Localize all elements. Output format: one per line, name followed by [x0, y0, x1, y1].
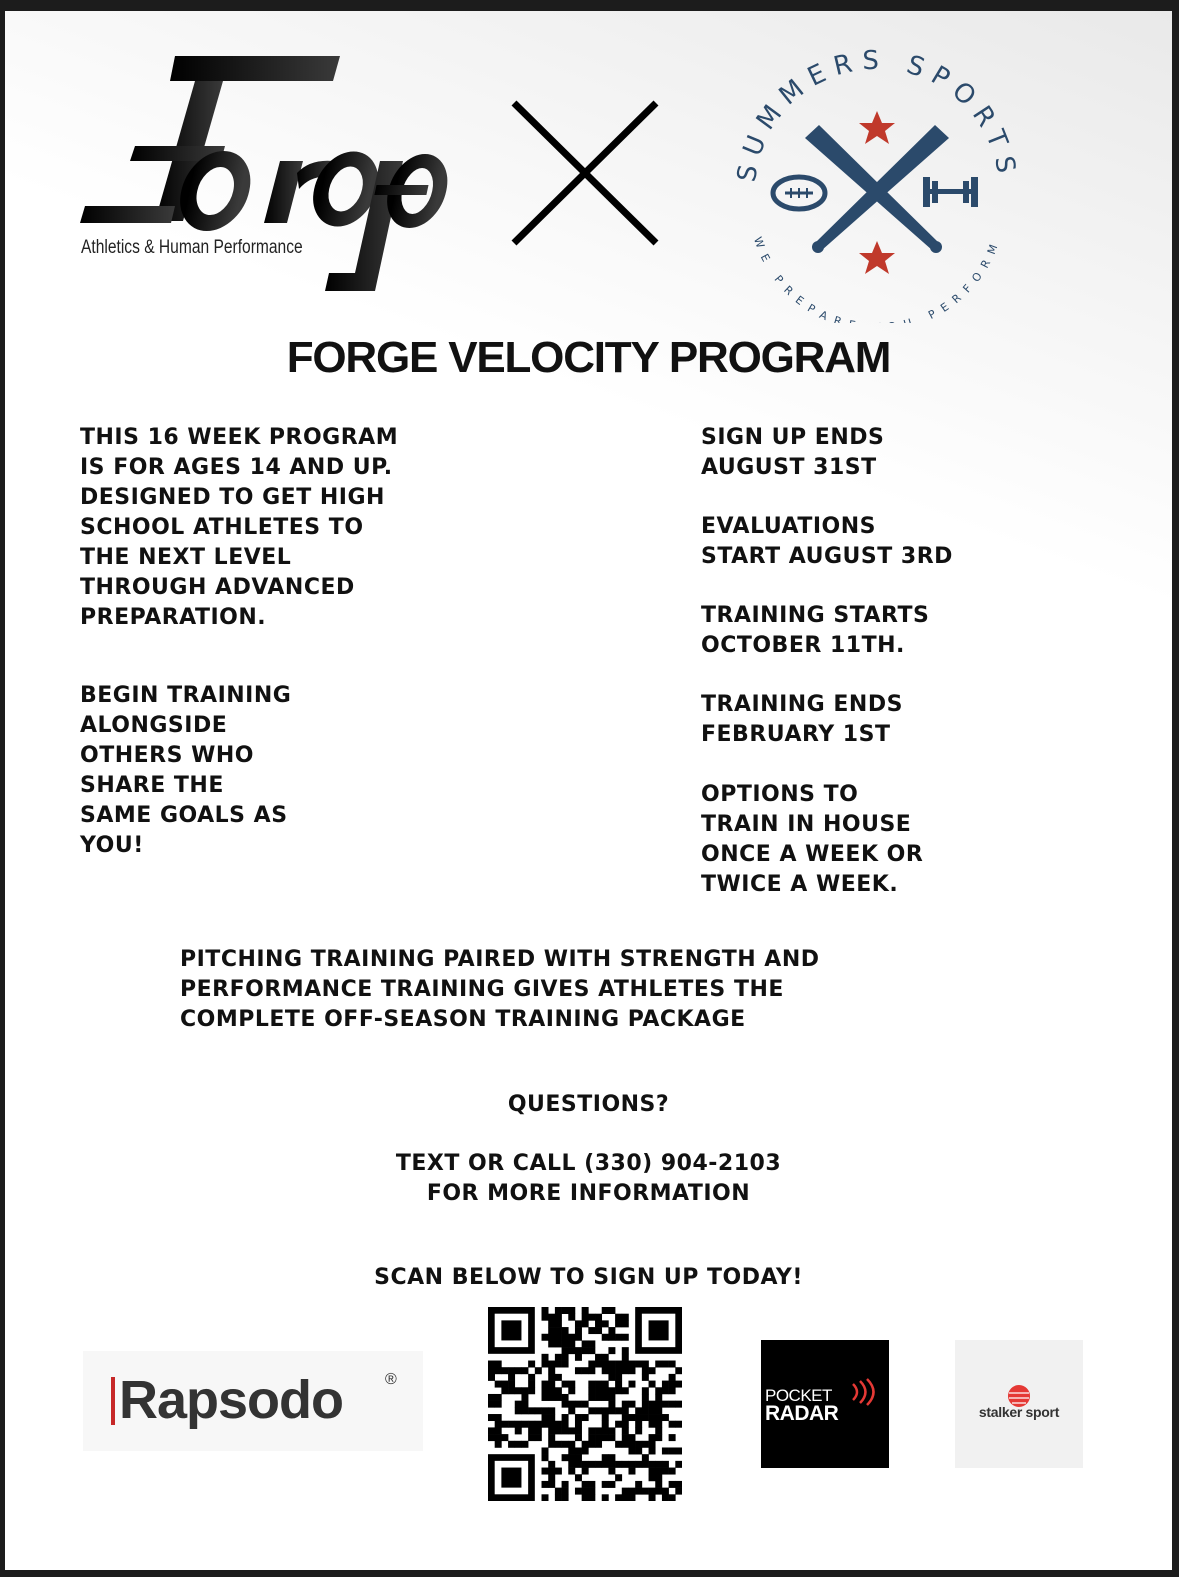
- forge-tagline: Athletics & Human Performance: [81, 237, 303, 258]
- questions-heading: QUESTIONS?: [507, 1092, 670, 1117]
- training-end: TRAINING ENDS FEBRUARY 1ST: [701, 692, 903, 747]
- collab-x-icon: [510, 99, 660, 247]
- stalker-wordmark: stalker sport: [978, 1404, 1060, 1420]
- radar-waves-icon: [849, 1378, 879, 1406]
- scan-cta: SCAN BELOW TO SIGN UP TODAY!: [374, 1265, 803, 1290]
- begin-training-text: BEGIN TRAINING ALONGSIDE OTHERS WHO SHARE THE SAME GOALS AS YOU!: [80, 683, 292, 858]
- rapsodo-wordmark: Rapsodo: [119, 1370, 344, 1430]
- training-start: TRAINING STARTS OCTOBER 11TH.: [701, 603, 930, 658]
- package-statement: PITCHING TRAINING PAIRED WITH STRENGTH AND PERFORMANCE TRAINING GIVES ATHLETES THE COMPLETE OFF-SEASON TRAINING PACKAGE: [180, 947, 820, 1032]
- contact-info: TEXT OR CALL (330) 904-2103 FOR MORE INFORMATION: [395, 1151, 782, 1206]
- qr-finder-pattern: [488, 1454, 535, 1501]
- qr-finder-pattern: [488, 1307, 535, 1354]
- summers-top-arc: SUMMERS SPORTS: [731, 45, 1023, 185]
- forge-logo: [75, 51, 475, 301]
- flyer-page: [5, 11, 1172, 1570]
- signup-qr-code[interactable]: [488, 1307, 682, 1501]
- rapsodo-logo: [83, 1351, 423, 1451]
- page-title: FORGE VELOCITY PROGRAM: [286, 333, 891, 382]
- pocket-radar-top: POCKET: [765, 1386, 832, 1405]
- pocket-radar-bottom: RADAR: [765, 1402, 839, 1425]
- evaluation-start: EVALUATIONS START AUGUST 3RD: [701, 514, 953, 569]
- program-description: THIS 16 WEEK PROGRAM IS FOR AGES 14 AND UP. DESIGNED TO GET HIGH SCHOOL ATHLETES TO THE NEXT LEVEL THROUGH ADVANCED PREPARATION.: [80, 425, 399, 630]
- qr-finder-pattern: [635, 1307, 682, 1354]
- rapsodo-bar-icon: [111, 1377, 115, 1425]
- stalker-sport-logo: [955, 1340, 1083, 1468]
- summers-bottom-arc: WE PREPAR U PERFORM: [750, 235, 1004, 323]
- forge-wordmark-graphic: [75, 51, 475, 301]
- pocket-radar-logo: [761, 1340, 889, 1468]
- summers-sports-emblem: [727, 43, 1027, 323]
- summers-sports-logo: [727, 43, 1027, 323]
- rapsodo-registered-mark: ®: [385, 1371, 397, 1388]
- signup-deadline: SIGN UP ENDS AUGUST 31ST: [701, 425, 885, 480]
- training-options: OPTIONS TO TRAIN IN HOUSE ONCE A WEEK OR TWICE A WEEK.: [701, 782, 924, 897]
